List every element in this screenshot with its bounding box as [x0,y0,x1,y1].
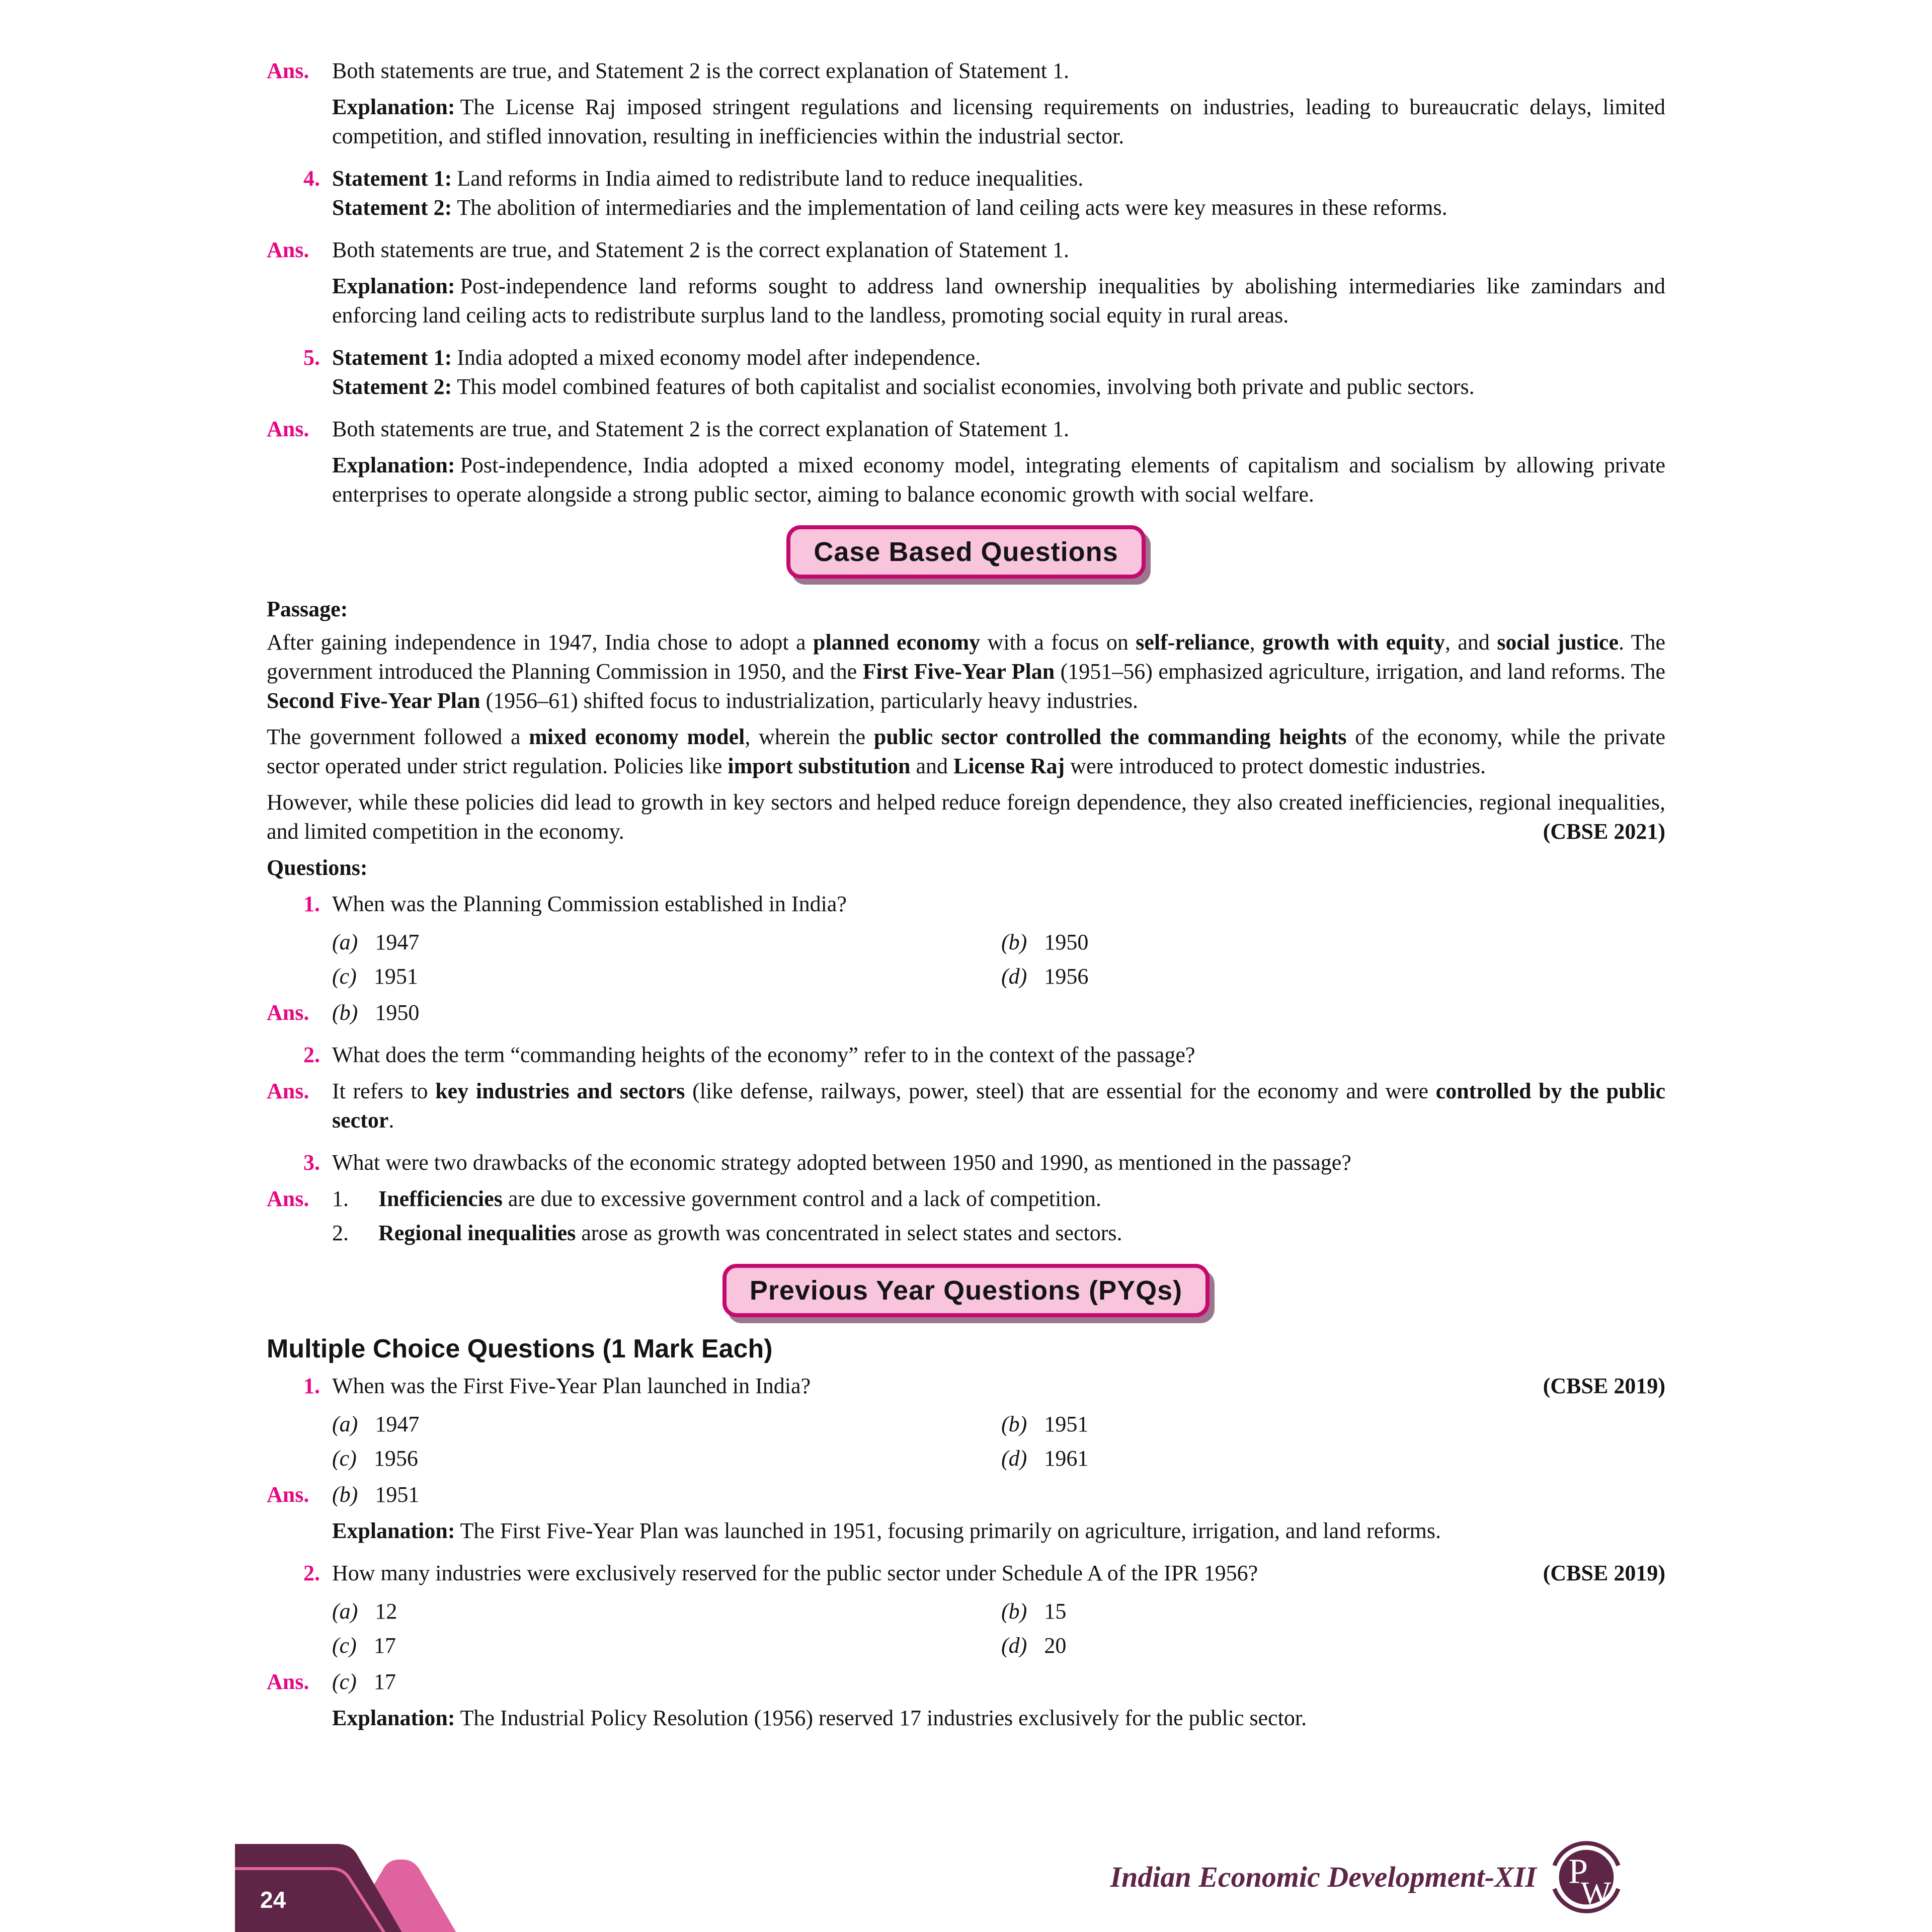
previous-year-questions-badge: Previous Year Questions (PYQs) [722,1264,1210,1317]
option-value: 15 [1044,1599,1067,1624]
answer-block [267,235,1665,265]
option-a [332,1597,1001,1626]
options-block [267,923,1665,991]
questions-label: Questions: [267,855,368,880]
question-number: 5. [303,345,320,370]
explanation-block [267,1516,1665,1546]
explanation-block [267,451,1665,509]
question-number: 1. [303,1374,320,1398]
answer-block [267,1184,1665,1248]
option-letter: (c) [332,1633,357,1658]
question-number: 2. [303,1042,320,1067]
option-b [1001,1410,1665,1439]
explanation-label: Explanation: [332,95,455,119]
explanation-text: Explanation: Post-independence land reforms sought to address land ownership inequalities by abolishing intermediaries like zamindars and enforcing land ceiling acts to redistribute surplus land to the landless, promoting social equity in rural areas. [332,274,1665,328]
logo-letter-p: P [1568,1852,1588,1891]
option-value: 1961 [1044,1446,1089,1471]
passage-para-3: However, while these policies did lead to growth in key sectors and helped reduce foreign dependence, they also created inefficiencies, regional inequalities, and limited competition in the economy. (CBSE 2021) [267,788,1665,846]
option-c [332,1631,1001,1660]
option-value: 1950 [1044,930,1089,954]
option-value: 1956 [373,1446,418,1471]
list-text: Inefficiencies are due to excessive government control and a lack of competition. [378,1186,1101,1211]
question-number: 4. [303,166,320,191]
section-badge-wrap [267,1264,1665,1317]
ans-label: Ans. [267,1079,309,1103]
statement-1: Statement 1: Land reforms in India aimed to redistribute land to reduce inequalities. [332,166,1084,191]
explanation-label: Explanation: [332,1706,455,1730]
list-number: 2. [332,1221,349,1245]
ans-label: Ans. [267,417,309,441]
option-letter: (c) [332,964,357,989]
question-text: What does the term “commanding heights of the economy” refer to in the context of the passage? [332,1042,1195,1067]
option-d [1001,1631,1665,1660]
mcq-section-heading: Multiple Choice Questions (1 Mark Each) [267,1334,773,1363]
passage-para-2: The government followed a mixed economy model, wherein the public sector controlled the commanding heights of the economy, while the private sector operated under strict regulation. Policies like import substitution and License Raj were introduced to protect domestic industries. [267,725,1666,778]
cbse-year-tag: (CBSE 2021) [1543,819,1665,844]
answer-value: 1951 [375,1482,420,1507]
list-text: Regional inequalities arose as growth was concentrated in select states and sectors. [378,1221,1122,1245]
option-d [1001,962,1665,991]
option-value: 1947 [375,1412,420,1436]
option-d [1001,1444,1665,1473]
option-c [332,962,1001,991]
option-value: 1947 [375,930,420,954]
explanation-label: Explanation: [332,453,455,477]
option-b [1001,1597,1665,1626]
assertion-item [267,343,1665,401]
statement-2: Statement 2: The abolition of intermediaries and the implementation of land ceiling acts were key measures in these reforms. [332,195,1447,220]
answer-block [267,1480,1665,1509]
options-block [267,1405,1665,1473]
question-number: 1. [303,892,320,916]
ans-label: Ans. [267,1482,309,1507]
passage-label: Passage: [267,597,348,621]
option-letter: (b) [1001,930,1027,954]
statement-1-label: Statement 1: [332,345,452,370]
answer-block [267,998,1665,1027]
assertion-item [267,164,1665,222]
question-row [267,1559,1665,1588]
option-value: 1951 [1044,1412,1089,1436]
answer-text: It refers to key industries and sectors (like defense, railways, power, steel) that are essential for the economy and were controlled by the public sector. [332,1079,1665,1133]
answer-text: Both statements are true, and Statement 2 is the correct explanation of Statement 1. [332,237,1069,262]
statement-1: Statement 1: India adopted a mixed economy model after independence. [332,345,981,370]
statement-2-label: Statement 2: [332,374,452,399]
explanation-label: Explanation: [332,1518,455,1543]
option-row [332,1410,1665,1439]
ans-label: Ans. [267,237,309,262]
option-c [332,1444,1001,1473]
option-value: 1951 [373,964,418,989]
question-text: What were two drawbacks of the economic strategy adopted between 1950 and 1990, as mentioned in the passage? [332,1150,1351,1175]
list-number: 1. [332,1186,349,1211]
book-title: Indian Economic Development-XII [1110,1861,1537,1893]
explanation-block [267,272,1665,330]
explanation-block [267,1704,1665,1733]
page-number-ribbon [216,1826,518,1932]
explanation-label: Explanation: [332,274,455,298]
option-a [332,1410,1001,1439]
answer-text: Both statements are true, and Statement 2 is the correct explanation of Statement 1. [332,58,1069,83]
option-value: 17 [373,1633,396,1658]
question-row [267,1040,1665,1070]
explanation-block [267,93,1665,151]
answer-list-item [332,1219,1665,1248]
case-based-questions-badge: Case Based Questions [786,525,1145,579]
question-row [267,1372,1665,1401]
option-letter: (b) [1001,1599,1027,1624]
question-number: 2. [303,1561,320,1585]
option-value: 12 [375,1599,397,1624]
ans-label: Ans. [267,1669,309,1694]
option-letter: (a) [332,1412,358,1436]
cbse-year-tag: (CBSE 2019) [1543,1374,1665,1398]
ans-label: Ans. [267,58,309,83]
answer-block [267,1077,1665,1135]
options-block [267,1592,1665,1660]
option-row [332,1597,1665,1626]
answer-block [267,56,1665,86]
ans-label: Ans. [267,1000,309,1025]
page-number: 24 [260,1887,286,1913]
ans-label: Ans. [267,1186,309,1211]
footer-right [1110,1839,1624,1915]
question-row [267,1148,1665,1177]
question-number: 3. [303,1150,320,1175]
option-a [332,928,1001,957]
question-text: How many industries were exclusively reserved for the public sector under Schedule A of the IPR 1956? [332,1561,1258,1585]
logo-letter-w: W [1580,1875,1611,1911]
answer-block [267,1667,1665,1697]
answer-letter: (c) [332,1669,357,1694]
option-letter: (a) [332,930,358,954]
section-badge-wrap [267,525,1665,579]
answer-value: 1950 [375,1000,420,1025]
option-row [332,1444,1665,1473]
option-value: 20 [1044,1633,1067,1658]
answer-block [267,415,1665,444]
option-row [332,928,1665,957]
option-letter: (a) [332,1599,358,1624]
option-value: 1956 [1044,964,1089,989]
option-letter: (d) [1001,964,1027,989]
statement-1-label: Statement 1: [332,166,452,191]
cbse-year-tag: (CBSE 2019) [1543,1561,1665,1585]
question-text: When was the First Five-Year Plan launched in India? [332,1374,811,1398]
question-text: When was the Planning Commission established in India? [332,892,847,916]
answer-value: 17 [373,1669,396,1694]
statement-2-label: Statement 2: [332,195,452,220]
answer-list-item [332,1184,1665,1214]
explanation-text: Explanation: The License Raj imposed stringent regulations and licensing requirements on industries, leading to bureaucratic delays, limited competition, and stifled innovation, resulting in inefficiencies within the industrial sector. [332,95,1665,148]
option-row [332,1631,1665,1660]
explanation-text: Explanation: Post-independence, India adopted a mixed economy model, integrating elements of capitalism and socialism by allowing private enterprises to operate alongside a strong public sector, aiming to balance economic growth with social welfare. [332,453,1665,507]
option-b [1001,928,1665,957]
answer-text: Both statements are true, and Statement 2 is the correct explanation of Statement 1. [332,417,1069,441]
option-letter: (c) [332,1446,357,1471]
statement-2: Statement 2: This model combined features of both capitalist and socialist economies, involving both private and public sectors. [332,374,1475,399]
passage-para-1: After gaining independence in 1947, India chose to adopt a planned economy with a focus on self-reliance, growth with equity, and social justice. The government introduced the Planning Commission in 1950, and the First Five-Year Plan (1951–56) emphasized agriculture, irrigation, and land reforms. The Second Five-Year Plan (1956–61) shifted focus to industrialization, particularly heavy industries. [267,630,1666,713]
option-letter: (b) [1001,1412,1027,1436]
explanation-text: Explanation: The First Five-Year Plan was launched in 1951, focusing primarily on agriculture, irrigation, and land reforms. [332,1518,1441,1543]
option-letter: (d) [1001,1633,1027,1658]
option-letter: (d) [1001,1446,1027,1471]
answer-letter: (b) [332,1000,358,1025]
answer-letter: (b) [332,1482,358,1507]
pw-logo [1549,1839,1624,1915]
explanation-text: Explanation: The Industrial Policy Resolution (1956) reserved 17 industries exclusively for the public sector. [332,1706,1307,1730]
option-row [332,962,1665,991]
question-row [267,890,1665,919]
